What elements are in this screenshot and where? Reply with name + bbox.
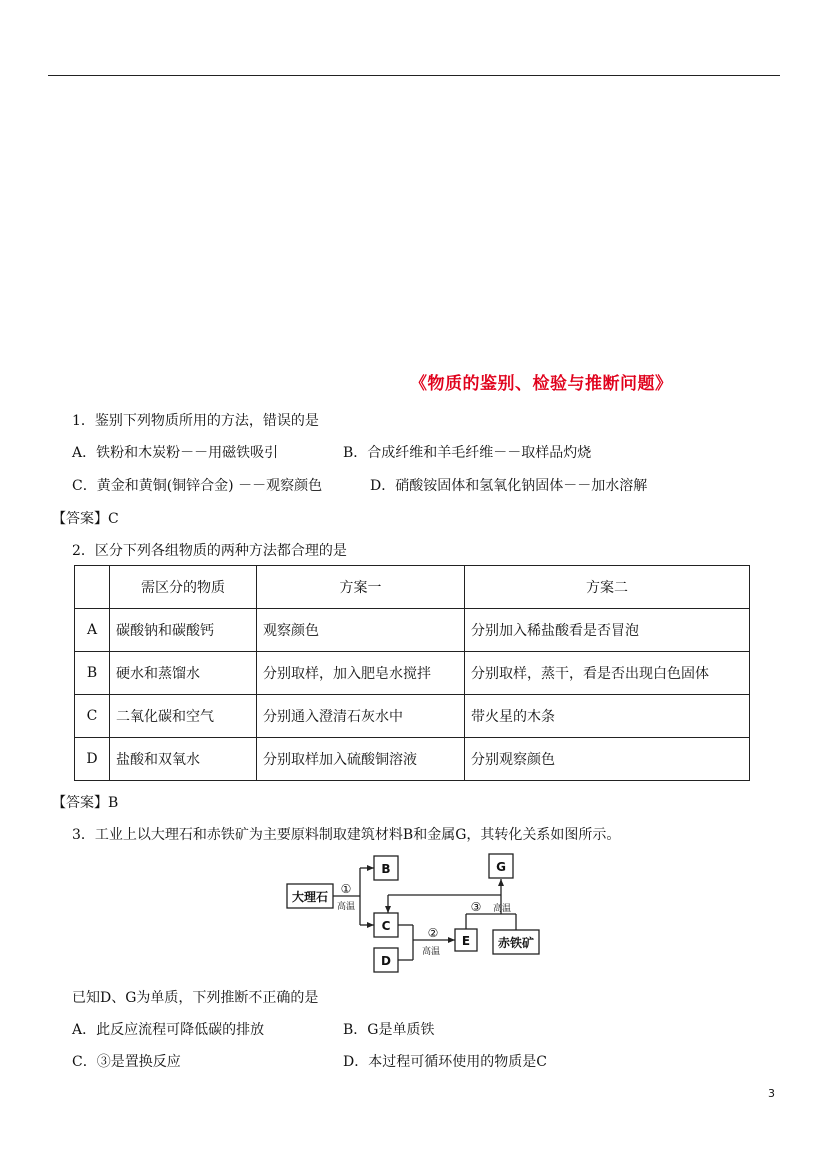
row-label: C xyxy=(75,695,110,738)
step-1-marker: ① xyxy=(340,882,352,896)
q3-flow-diagram xyxy=(285,852,545,977)
q2-table xyxy=(74,565,750,781)
condition-2: 高温 xyxy=(421,947,441,957)
row-label: D xyxy=(75,738,110,781)
q3-option-c: C．③是置换反应 xyxy=(72,1054,181,1070)
q3-given: 已知D、G为单质，下列推断不正确的是 xyxy=(72,990,319,1006)
q3-option-a: A．此反应流程可降低碳的排放 xyxy=(72,1022,265,1038)
table-cell: 盐酸和双氧水 xyxy=(110,738,257,781)
label-hematite: 赤铁矿 xyxy=(497,936,535,950)
header-rule xyxy=(48,75,780,76)
label-g: G xyxy=(496,860,506,874)
q1-answer: 【答案】C xyxy=(52,511,119,527)
table-cell: 观察颜色 xyxy=(257,609,465,652)
step-3-marker: ③ xyxy=(470,900,482,914)
q2-answer: 【答案】B xyxy=(52,795,119,811)
header-cell: 方案二 xyxy=(465,566,750,609)
table-cell: 分别通入澄清石灰水中 xyxy=(257,695,465,738)
table-cell: 分别取样，蒸干，看是否出现白色固体 xyxy=(465,652,750,695)
q1-option-a: A．铁粉和木炭粉－－用磁铁吸引 xyxy=(72,445,279,461)
q1-option-b: B．合成纤维和羊毛纤维－－取样品灼烧 xyxy=(343,445,592,461)
q1-option-c: C．黄金和黄铜(铜锌合金) －－观察颜色 xyxy=(72,478,323,494)
label-c: C xyxy=(381,919,391,933)
table-cell: 分别取样加入硫酸铜溶液 xyxy=(257,738,465,781)
condition-3: 高温 xyxy=(493,904,512,914)
table-row xyxy=(75,695,750,738)
label-marble: 大理石 xyxy=(291,890,329,904)
label-b: B xyxy=(381,862,391,876)
table-cell: 分别观察颜色 xyxy=(465,738,750,781)
table-cell: 碳酸钠和碳酸钙 xyxy=(110,609,257,652)
table-cell: 硬水和蒸馏水 xyxy=(110,652,257,695)
row-label: A xyxy=(75,609,110,652)
q2-stem: 2．区分下列各组物质的两种方法都合理的是 xyxy=(72,543,347,559)
label-d: D xyxy=(381,954,391,968)
table-cell: 分别加入稀盐酸看是否冒泡 xyxy=(465,609,750,652)
page-number: 3 xyxy=(768,1087,775,1100)
header-cell xyxy=(75,566,110,609)
table-row xyxy=(75,738,750,781)
table-header-row xyxy=(75,566,750,609)
q1-stem: 1．鉴别下列物质所用的方法，错误的是 xyxy=(72,413,319,429)
label-e: E xyxy=(461,934,471,948)
table-row xyxy=(75,652,750,695)
condition-1: 高温 xyxy=(336,902,356,912)
q3-stem: 3．工业上以大理石和赤铁矿为主要原料制取建筑材料B和金属G，其转化关系如图所示。 xyxy=(72,827,621,843)
q3-option-d: D．本过程可循环使用的物质是C xyxy=(343,1054,547,1070)
q3-option-b: B．G是单质铁 xyxy=(343,1022,435,1038)
step-2-marker: ② xyxy=(427,926,439,940)
table-cell: 分别取样，加入肥皂水搅拌 xyxy=(257,652,465,695)
row-label: B xyxy=(75,652,110,695)
q1-option-d: D．硝酸铵固体和氢氧化钠固体－－加水溶解 xyxy=(370,478,648,494)
document-title: 《物质的鉴别、检验与推断问题》 xyxy=(410,374,673,394)
header-cell: 方案一 xyxy=(257,566,465,609)
table-row xyxy=(75,609,750,652)
table-cell: 带火星的木条 xyxy=(465,695,750,738)
table-cell: 二氧化碳和空气 xyxy=(110,695,257,738)
header-cell: 需区分的物质 xyxy=(110,566,257,609)
